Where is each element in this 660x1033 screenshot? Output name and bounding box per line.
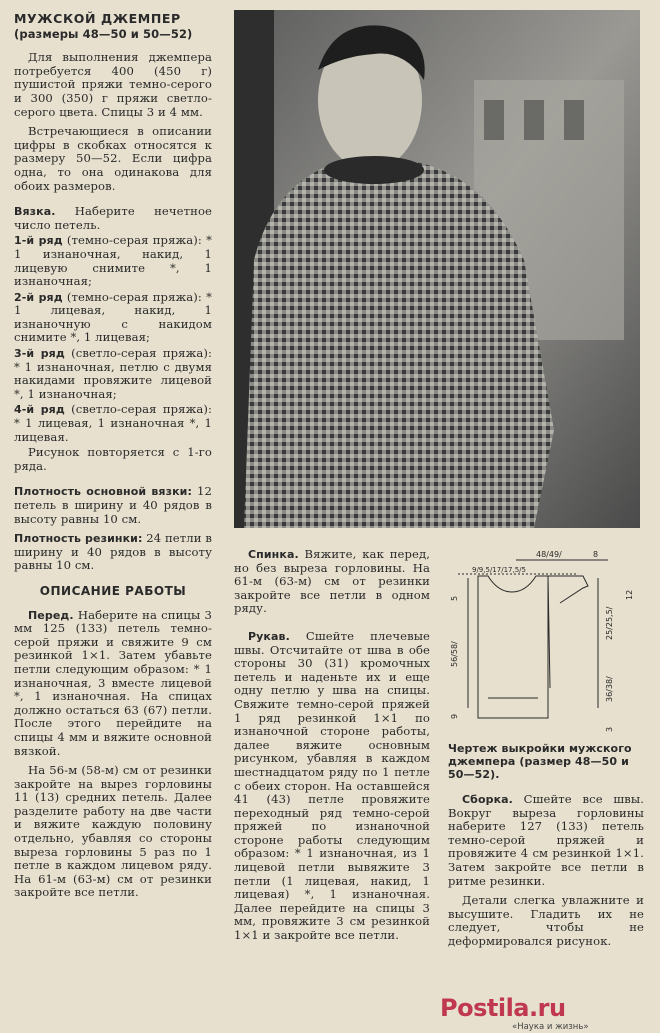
right-column bbox=[448, 742, 644, 955]
row2-label: 2-й ряд bbox=[14, 290, 63, 304]
work-section-title: ОПИСАНИЕ РАБОТЫ bbox=[39, 583, 187, 598]
knit-text: Наберите нечетное число петель. bbox=[14, 204, 212, 232]
article-title: МУЖСКОЙ ДЖЕМПЕР bbox=[14, 11, 181, 26]
sleeve-text: Сшейте плечевые швы. Отсчитайте от шва в обе стороны 30 (31) кромочных петель и наденьте их и еще одну петлю у шва на спицы. Свяжите темно-серой пряжей 1 ряд резинкой 1×1 по изнаночной стороне работы, далее вяжите основным рисунком, убавляя в каждом шестнадцатом ряду по 1 петле с обеих сторон. На оставшейся 41 (43) петле провяжите переходный ряд темно-серой пряжей по изнаночной стороне работы следующим образом: * 1 изнаночная, из 1 лицевой петли вывяжите 3 петли (1 лицевая, накид, 1 лицевая) *, 1 изнаночная. Далее перейдите на спицы 3 мм, провяжите 3 см резинкой 1×1 и закройте все петли. bbox=[234, 628, 430, 943]
man-in-sweater-photo bbox=[234, 10, 640, 528]
back-label: Спинка. bbox=[248, 548, 299, 561]
row4-text: (светло-серая пряжа): * 1 лицевая, 1 изнаночная *, 1 лицевая. bbox=[14, 402, 212, 444]
row2-paragraph bbox=[14, 291, 212, 345]
repeat-note: Рисунок повторяется с 1-го ряда. bbox=[14, 445, 212, 473]
assembly-label: Сборка. bbox=[462, 793, 513, 806]
row4-label: 4-й ряд bbox=[14, 403, 65, 417]
finish-paragraph: Детали слегка увлажните и высушите. Гладить их не следует, чтобы не деформировался рисунок. bbox=[448, 893, 644, 948]
density-rib-text: 24 петли в ширину и 40 рядов в высоту равны 10 см. bbox=[14, 531, 212, 573]
density-rib-label: Плотность резинки: bbox=[14, 532, 143, 546]
knit-paragraph bbox=[14, 205, 212, 232]
diagram-rib-right: 3 bbox=[605, 726, 614, 732]
density-main bbox=[14, 485, 212, 526]
row1-label: 1-й ряд bbox=[14, 234, 63, 248]
diagram-sleeve-width: 25/25,5/ bbox=[605, 606, 614, 640]
diagram-caption: Чертеж выкройки мужского джемпера (размер 48—50 и 50—52). bbox=[448, 742, 632, 781]
back-text: Вяжите, как перед, но без выреза горловины. На 61-м (63-м) см от резинки закройте все петли в одном ряду. bbox=[234, 547, 430, 616]
density-rib bbox=[14, 532, 212, 573]
watermark: Postila.ru bbox=[440, 994, 566, 1022]
knit-label: Вязка. bbox=[14, 205, 56, 219]
density-main-text: 12 петель в ширину и 40 рядов в высоту равны 10 см. bbox=[14, 484, 212, 526]
row1-paragraph bbox=[14, 234, 212, 288]
intro-note: Встречающиеся в описании цифры в скобках относятся к размеру 50—52. Если цифра одна, то она одинакова для обоих размеров. bbox=[14, 124, 212, 193]
row1-text: (темно-серая пряжа): * 1 изнаночная, накид, 1 лицевую снимите *, 1 изнаночная; bbox=[14, 233, 212, 289]
sleeve-paragraph bbox=[234, 630, 430, 943]
diagram-top-width: 48/49/ bbox=[536, 550, 562, 559]
source-footer: «Наука и жизнь» bbox=[512, 1022, 589, 1032]
row4-paragraph bbox=[14, 403, 212, 444]
sleeve-label: Рукав. bbox=[248, 629, 290, 643]
diagram-sleeve-length: 36/38/ bbox=[605, 676, 614, 702]
middle-column bbox=[234, 548, 430, 949]
row2-text: (темно-серая пряжа): * 1 лицевая, накид, 1 изнаночную с накидом снимите *, 1 лицевая; bbox=[14, 289, 212, 345]
left-column bbox=[14, 12, 212, 906]
front-label: Перед. bbox=[28, 608, 74, 622]
intro-paragraph: Для выполнения джемпера потребуется 400 (450 г) пушистой пряжи темно-серого и 300 (350) г пряжи светло-серого цвета. Спицы 3 и 4 мм. bbox=[14, 50, 212, 119]
photo-illustration bbox=[234, 10, 640, 528]
diagram-top-plus: 8 bbox=[593, 550, 599, 559]
diagram-neck-depth: 5 bbox=[450, 595, 459, 601]
assembly-paragraph bbox=[448, 793, 644, 888]
row3-label: 3-й ряд bbox=[14, 347, 65, 361]
diagram-rib-left: 9 bbox=[450, 713, 459, 719]
density-main-label: Плотность основной вязки: bbox=[14, 485, 192, 499]
front-paragraph bbox=[14, 609, 212, 759]
diagram-body-height: 56/58/ bbox=[450, 641, 459, 667]
assembly-text: Сшейте все швы. Вокруг выреза горловины наберите 127 (133) петель темно-серой пряжей и провяжите 4 см резинкой 1×1. Затем закройте все петли в ритме резинки. bbox=[448, 792, 644, 888]
back-paragraph bbox=[234, 548, 430, 616]
diagram-shoulder-right: 12 bbox=[625, 589, 634, 600]
row3-text: (светло-серая пряжа): * 1 изнаночная, петлю с двумя накидами провяжите лицевой *, 1 изнаночная; bbox=[14, 346, 212, 401]
article-sizes: (размеры 48—50 и 50—52) bbox=[14, 26, 193, 41]
front-neck-paragraph: На 56-м (58-м) см от резинки закройте на вырез горловины 11 (13) средних петель. Далее разделите работу на две части и вяжите каждую половину отдельно, убавляя со стороны выреза горловины 5 раз по 1 петле в каждом лицевом ряду. На 61-м (63-м) см от резинки закройте все петли. bbox=[14, 763, 212, 900]
front-text: Наберите на спицы 3 мм 125 (133) петель темно-серой пряжи и свяжите 9 см резинкой 1×1. Затем убавьте петли следующим образом: * 1 изнаночная, 3 вместе лицевой *, 1 изнаночная. На спицах должно остаться 63 (67) петли. После этого перейдите на спицы 4 мм и вяжите основной вязкой. bbox=[14, 607, 212, 758]
diagram-neck-labels: 9/9,5/17/17,5/5 bbox=[472, 566, 526, 574]
pattern-diagram bbox=[448, 548, 644, 738]
row3-paragraph bbox=[14, 347, 212, 401]
